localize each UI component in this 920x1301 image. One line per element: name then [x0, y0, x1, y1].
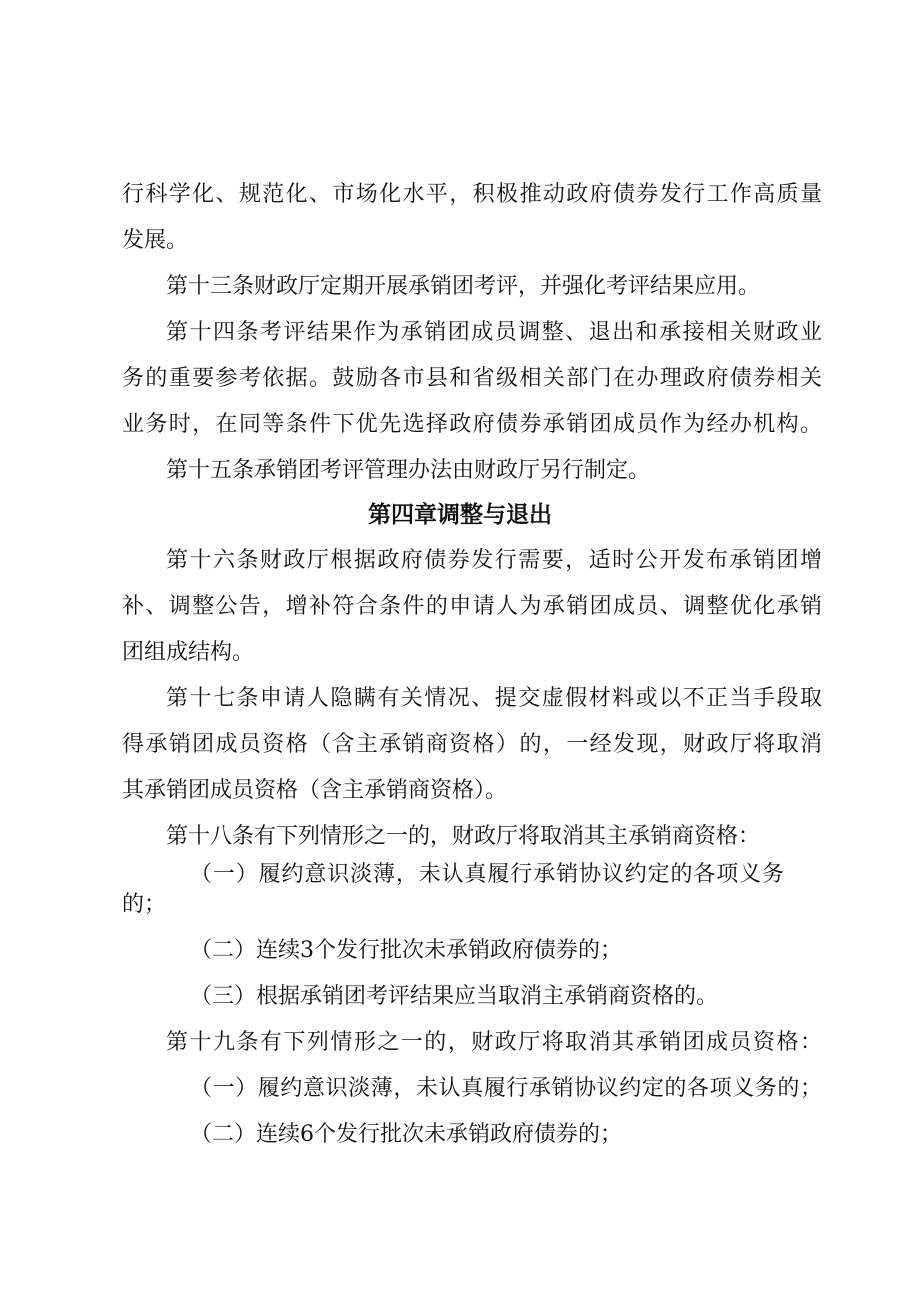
article-15: 第十五条承销团考评管理办法由财政厅另行制定。	[166, 458, 651, 483]
article-18-item-1-line: （一）履约意识淡薄，未认真履行承销协议约定的各项义务	[190, 862, 784, 887]
article-17-line: 其承销团成员资格（含主承销商资格）。	[122, 778, 508, 803]
article-18-item-2: （二）连续3个发行批次未承销政府债券的；	[190, 938, 622, 963]
article-14-line: 业务时，在同等条件下优先选择政府债券承销团成员作为经办机构。	[122, 412, 822, 437]
article-18-intro: 第十八条有下列情形之一的，财政厅将取消其主承销商资格：	[166, 824, 761, 849]
article-16-line: 补、调整公告，增补符合条件的申请人为承销团成员、调整优化承销	[122, 594, 822, 619]
article-19-item-2: （二）连续6个发行批次未承销政府债券的；	[190, 1122, 622, 1147]
article-13: 第十三条财政厅定期开展承销团考评，并强化考评结果应用。	[166, 274, 761, 299]
article-18-item-1-line: 的；	[122, 892, 167, 917]
chapter-title: 第四章调整与退出	[368, 502, 552, 528]
paragraph-continuation-line: 行科学化、规范化、市场化水平，积极推动政府债券发行工作高质量	[122, 182, 822, 207]
article-19-item-1: （一）履约意识淡薄，未认真履行承销协议约定的各项义务的；	[190, 1076, 822, 1101]
article-18-item-3: （三）根据承销团考评结果应当取消主承销商资格的。	[190, 984, 719, 1009]
article-17-line: 得承销团成员资格（含主承销商资格）的，一经发现，财政厅将取消	[122, 732, 822, 757]
article-19-intro: 第十九条有下列情形之一的，财政厅将取消其承销团成员资格：	[166, 1030, 822, 1055]
article-14-line: 务的重要参考依据。鼓励各市县和省级相关部门在办理政府债券相关	[122, 366, 822, 391]
paragraph-continuation-line: 发展。	[122, 228, 189, 253]
article-14-line: 第十四条考评结果作为承销团成员调整、退出和承接相关财政业	[166, 320, 822, 345]
article-16-line: 团组成结构。	[122, 640, 255, 665]
article-17-line: 第十七条申请人隐瞒有关情况、提交虚假材料或以不正当手段取	[166, 686, 822, 711]
article-16-line: 第十六条财政厅根据政府债券发行需要，适时公开发布承销团增	[166, 548, 822, 573]
